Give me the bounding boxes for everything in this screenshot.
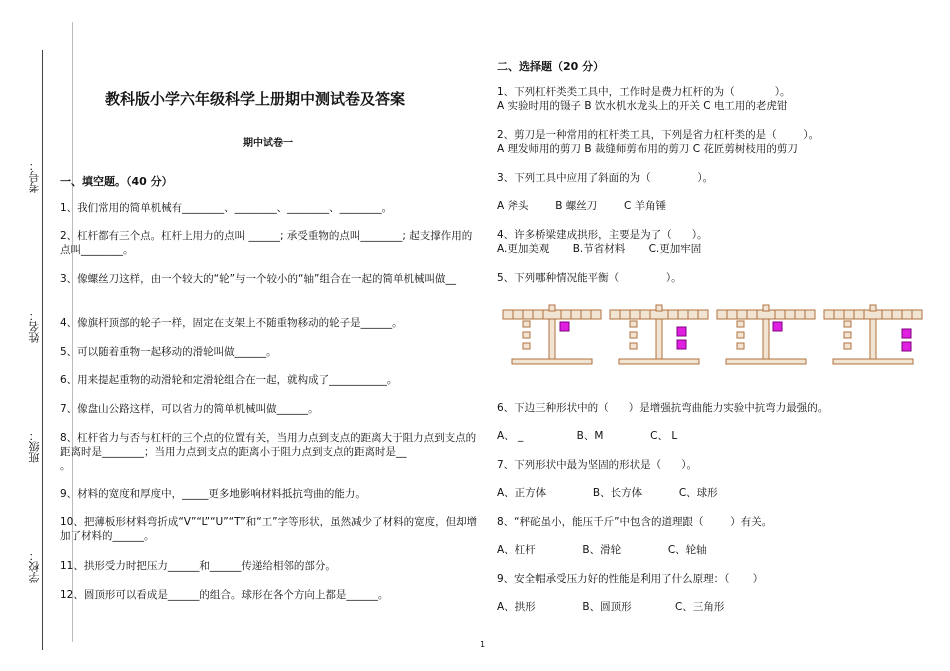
- question-8: 8、杠杆省力与否与杠杆的三个点的位置有关，当用力点到支点的距离大于阻力点到支点的距离时是________；当用力点到支点的距离小于阻力点到支点的距离时是__ 。: [60, 432, 477, 472]
- question-10: 10、把薄板形材料弯折成“V”“L”“U”“T”和“工”字等形状，虽然减少了材料的宽度，但却增加了材料的______。: [60, 516, 478, 542]
- document-subtitle: 期中试卷一: [243, 138, 293, 149]
- choice-4: 4、许多桥梁建成拱形，主要是为了（ ）。 A.更加美观 B.节省材料 C.更加牢固: [497, 229, 708, 255]
- page-number: 1: [480, 640, 486, 649]
- name-label: 姓名：: [28, 310, 41, 343]
- document-title: 教科版小学六年级科学上册期中测试卷及答案: [105, 90, 406, 108]
- choice-8: 8、“秤砣虽小，能压千斤”中包含的道理跟（ ）有关。: [497, 516, 773, 528]
- question-3: 3、像螺丝刀这样，由一个较大的“轮”与一个较小的“轴”组合在一起的简单机械叫做__: [60, 273, 456, 285]
- lever-balance-c: [717, 305, 815, 364]
- question-11: 11、拱形受力时把压力______和______传递给相邻的部分。: [60, 560, 336, 572]
- section-heading-choice: 二、选择题（20 分）: [497, 60, 605, 73]
- choice-5: 5、下列哪种情况能平衡（ ）。: [497, 272, 682, 284]
- lever-balance-figures: [500, 303, 930, 365]
- margin-line: [72, 22, 73, 642]
- question-9: 9、材料的宽度和厚度中，_____更多地影响材料抵抗弯曲的能力。: [60, 488, 366, 500]
- choice-2: 2、剪刀是一种常用的杠杆类工具，下列是省力杠杆类的是（ ）。 A 理发师用的剪刀 B 裁缝师剪布用的剪刀 C 花匠剪树枝用的剪刀: [497, 129, 820, 155]
- question-5: 5、可以随着重物一起移动的滑轮叫做______。: [60, 346, 277, 358]
- exam-number-label: 考号：: [28, 160, 41, 193]
- choice-7-options: A、正方体 B、长方体 C、球形: [497, 487, 718, 499]
- lever-balance-b: [610, 305, 708, 364]
- choice-6: 6、下边三种形状中的（ ）是增强抗弯曲能力实验中抗弯力最强的。: [497, 402, 829, 414]
- question-7: 7、像盘山公路这样，可以省力的简单机械叫做______。: [60, 403, 319, 415]
- section-heading-fill-in: 一、填空题。（40 分）: [60, 175, 173, 188]
- lever-balance-d: [824, 305, 922, 364]
- choice-8-options: A、杠杆 B、滑轮 C、轮轴: [497, 544, 707, 556]
- choice-6-options: A、 _ B、M C、 L: [497, 430, 678, 442]
- question-6: 6、用来提起重物的动滑轮和定滑轮组合在一起，就构成了___________。: [60, 374, 398, 386]
- choice-9-options: A、拱形 B、圆顶形 C、三角形: [497, 601, 725, 613]
- choice-9: 9、安全帽承受压力好的性能是利用了什么原理：（ ）: [497, 573, 764, 585]
- choice-1: 1、下列杠杆类类工具中，工作时是费力杠杆的为（ ）。 A 实验时用的镊子 B 饮水机水龙头上的开关 C 电工用的老虎钳: [497, 86, 791, 112]
- question-2: 2、杠杆都有三个点。杠杆上用力的点叫 ______; 承受重物的点叫________; 起支撑作用的点叫________。: [60, 230, 473, 256]
- choice-3-options: A 斧头 B 螺丝刀 C 羊角锤: [497, 200, 667, 212]
- question-1: 1、我们常用的简单机械有________、________、________、________。: [60, 202, 393, 214]
- choice-7: 7、下列形状中最为坚固的形状是（ ）。: [497, 459, 697, 471]
- class-label: 班级：: [28, 430, 41, 463]
- choice-3: 3、下列工具中应用了斜面的为（ ）。: [497, 172, 714, 184]
- school-label: 学校：: [28, 550, 41, 583]
- question-4: 4、像旗杆顶部的轮子一样，固定在支架上不随重物移动的轮子是______。: [60, 317, 403, 329]
- lever-balance-a: [503, 305, 601, 364]
- question-12: 12、圆顶形可以看成是______的组合。球形在各个方向上都是______。: [60, 589, 389, 601]
